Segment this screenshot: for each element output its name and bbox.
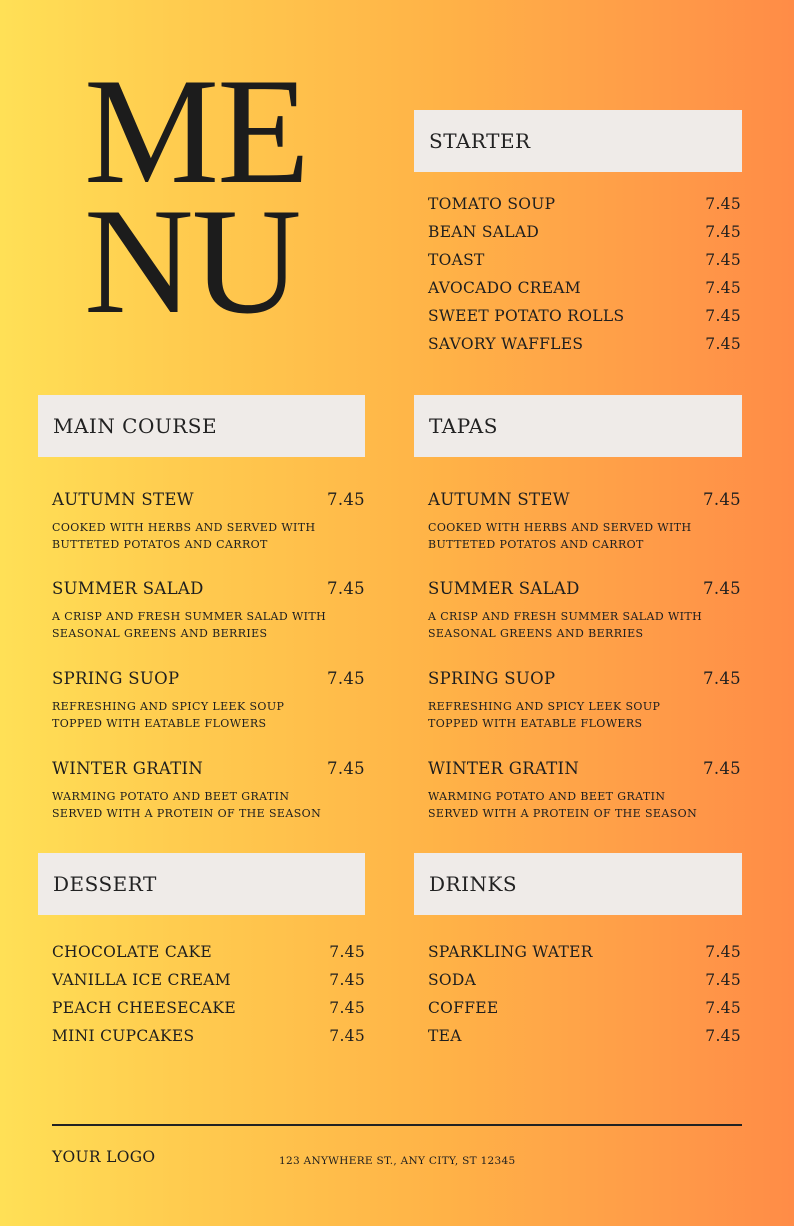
item-name: VANILLA ICE CREAM bbox=[52, 971, 231, 989]
list-item bbox=[428, 994, 741, 1022]
footer-address: 123 ANYWHERE ST., ANY CITY, ST 12345 bbox=[279, 1155, 516, 1167]
main-course-dish bbox=[52, 489, 365, 553]
list-item bbox=[428, 302, 741, 330]
item-name: SPARKLING WATER bbox=[428, 943, 593, 961]
dish-description: A CRISP AND FRESH SUMMER SALAD WITH SEASONAL GREENS AND BERRIES bbox=[428, 610, 703, 640]
dish-name: SPRING SUOP bbox=[428, 669, 556, 688]
dish-name: WINTER GRATIN bbox=[428, 759, 580, 778]
dessert-list bbox=[52, 938, 365, 1050]
item-name: CHOCOLATE CAKE bbox=[52, 943, 213, 961]
item-name: SWEET POTATO ROLLS bbox=[428, 307, 625, 325]
dish-description: REFRESHING AND SPICY LEEK SOUP TOPPED WITH EATABLE FLOWERS bbox=[52, 700, 285, 730]
dish-price: 7.45 bbox=[327, 579, 365, 598]
main-course-dish bbox=[52, 578, 365, 642]
main-course-dish bbox=[52, 668, 365, 732]
list-item bbox=[52, 938, 365, 966]
drinks-heading: DRINKS bbox=[414, 853, 742, 915]
footer-logo: YOUR LOGO bbox=[52, 1148, 156, 1166]
item-price: 7.45 bbox=[329, 971, 365, 989]
dish-price: 7.45 bbox=[327, 669, 365, 688]
dish-name: SUMMER SALAD bbox=[428, 579, 580, 598]
item-price: 7.45 bbox=[705, 335, 741, 353]
item-name: PEACH CHEESECAKE bbox=[52, 999, 236, 1017]
list-item bbox=[52, 994, 365, 1022]
list-item bbox=[428, 218, 741, 246]
dish-description: WARMING POTATO AND BEET GRATIN SERVED WITH A PROTEIN OF THE SEASON bbox=[428, 790, 698, 820]
list-item bbox=[52, 966, 365, 994]
tapas-dish bbox=[428, 668, 741, 732]
starter-list bbox=[428, 190, 741, 358]
item-price: 7.45 bbox=[705, 943, 741, 961]
item-price: 7.45 bbox=[329, 1027, 365, 1045]
main-course-heading: MAIN COURSE bbox=[38, 395, 365, 457]
list-item bbox=[428, 274, 741, 302]
item-price: 7.45 bbox=[705, 251, 741, 269]
dish-price: 7.45 bbox=[703, 759, 741, 778]
drinks-list bbox=[428, 938, 741, 1050]
footer-divider bbox=[52, 1124, 742, 1126]
list-item bbox=[428, 966, 741, 994]
list-item bbox=[428, 938, 741, 966]
item-name: SODA bbox=[428, 971, 477, 989]
item-price: 7.45 bbox=[329, 999, 365, 1017]
list-item bbox=[428, 1022, 741, 1050]
item-price: 7.45 bbox=[705, 1027, 741, 1045]
list-item bbox=[428, 246, 741, 274]
item-price: 7.45 bbox=[329, 943, 365, 961]
item-price: 7.45 bbox=[705, 195, 741, 213]
tapas-dish bbox=[428, 489, 741, 553]
item-name: TEA bbox=[428, 1027, 462, 1045]
tapas-dish bbox=[428, 758, 741, 822]
item-price: 7.45 bbox=[705, 971, 741, 989]
dish-description: A CRISP AND FRESH SUMMER SALAD WITH SEASONAL GREENS AND BERRIES bbox=[52, 610, 327, 640]
menu-title-line-2: NU bbox=[84, 177, 300, 345]
dish-name: AUTUMN STEW bbox=[52, 490, 194, 509]
item-price: 7.45 bbox=[705, 999, 741, 1017]
dish-price: 7.45 bbox=[703, 579, 741, 598]
dish-price: 7.45 bbox=[327, 759, 365, 778]
main-course-dish bbox=[52, 758, 365, 822]
dish-name: WINTER GRATIN bbox=[52, 759, 204, 778]
dish-description: WARMING POTATO AND BEET GRATIN SERVED WITH A PROTEIN OF THE SEASON bbox=[52, 790, 322, 820]
item-price: 7.45 bbox=[705, 279, 741, 297]
list-item bbox=[428, 190, 741, 218]
item-name: MINI CUPCAKES bbox=[52, 1027, 195, 1045]
dish-name: AUTUMN STEW bbox=[428, 490, 570, 509]
menu-title bbox=[84, 47, 344, 345]
item-name: TOMATO SOUP bbox=[428, 195, 556, 213]
item-price: 7.45 bbox=[705, 307, 741, 325]
starter-heading: STARTER bbox=[414, 110, 742, 172]
tapas-dish bbox=[428, 578, 741, 642]
dish-description: COOKED WITH HERBS AND SERVED WITH BUTTETED POTATOS AND CARROT bbox=[428, 521, 692, 551]
dish-description: REFRESHING AND SPICY LEEK SOUP TOPPED WITH EATABLE FLOWERS bbox=[428, 700, 661, 730]
menu-title-line-1: ME bbox=[84, 47, 308, 215]
dish-name: SPRING SUOP bbox=[52, 669, 180, 688]
list-item bbox=[428, 330, 741, 358]
item-name: TOAST bbox=[428, 251, 485, 269]
item-price: 7.45 bbox=[705, 223, 741, 241]
item-name: COFFEE bbox=[428, 999, 499, 1017]
dish-price: 7.45 bbox=[327, 490, 365, 509]
item-name: SAVORY WAFFLES bbox=[428, 335, 584, 353]
dessert-heading: DESSERT bbox=[38, 853, 365, 915]
list-item bbox=[52, 1022, 365, 1050]
dish-price: 7.45 bbox=[703, 669, 741, 688]
dish-description: COOKED WITH HERBS AND SERVED WITH BUTTETED POTATOS AND CARROT bbox=[52, 521, 316, 551]
tapas-heading: TAPAS bbox=[414, 395, 742, 457]
item-name: BEAN SALAD bbox=[428, 223, 540, 241]
item-name: AVOCADO CREAM bbox=[428, 279, 581, 297]
dish-name: SUMMER SALAD bbox=[52, 579, 204, 598]
dish-price: 7.45 bbox=[703, 490, 741, 509]
